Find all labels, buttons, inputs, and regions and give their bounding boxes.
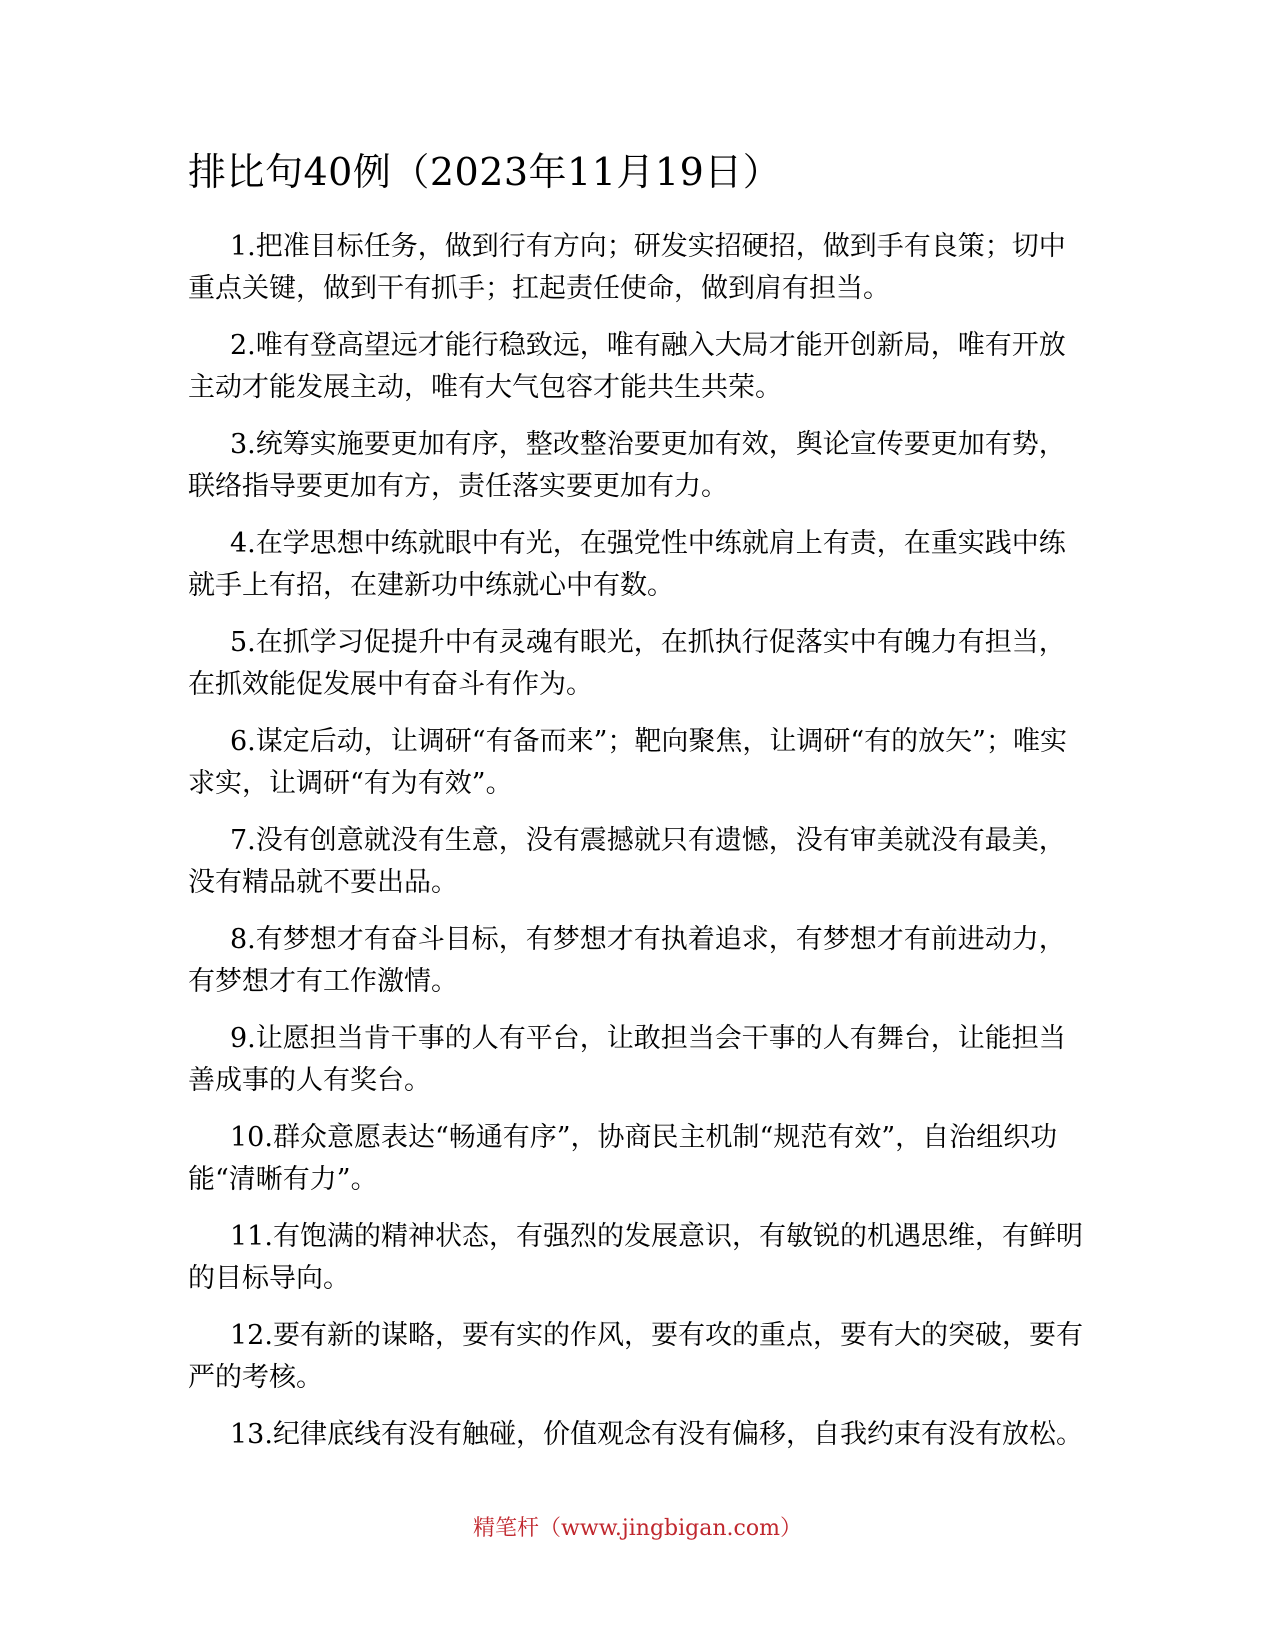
paragraph-10: 10.群众意愿表达“畅通有序”，协商民主机制“规范有效”，自治组织功能“清晰有力”。 [188,1122,1058,1195]
document-title: 排比句40例（2023年11月19日） [188,150,782,194]
paragraph-4: 4.在学思想中练就眼中有光，在强党性中练就肩上有责，在重实践中练就手上有招，在建新功中练就心中有数。 [188,528,1066,601]
footer-source-link[interactable]: 精笔杆（www.jingbigan.com） [473,1516,802,1541]
paragraph-7: 7.没有创意就没有生意，没有震撼就只有遗憾，没有审美就没有最美，没有精品就不要出品。 [188,825,1066,898]
paragraph-12: 12.要有新的谋略，要有实的作风，要有攻的重点，要有大的突破，要有严的考核。 [188,1320,1083,1393]
document-body [188,226,1088,1471]
paragraph-11: 11.有饱满的精神状态，有强烈的发展意识，有敏锐的机遇思维，有鲜明的目标导向。 [188,1221,1083,1294]
paragraph-1: 1.把准目标任务，做到行有方向；研发实招硬招，做到手有良策；切中重点关键，做到干有抓手；扛起责任使命，做到肩有担当。 [188,231,1066,304]
paragraph-3: 3.统筹实施要更加有序，整改整治要更加有效，舆论宣传要更加有势，联络指导要更加有方，责任落实要更加有力。 [188,429,1066,502]
paragraph-13: 13.纪律底线有没有触碰，价值观念有没有偏移，自我约束有没有放松。 [230,1419,1083,1450]
paragraph-8: 8.有梦想才有奋斗目标，有梦想才有执着追求，有梦想才有前进动力，有梦想才有工作激情。 [188,924,1066,997]
paragraph-5: 5.在抓学习促提升中有灵魂有眼光，在抓执行促落实中有魄力有担当，在抓效能促发展中有奋斗有作为。 [188,627,1066,700]
paragraph-9: 9.让愿担当肯干事的人有平台，让敢担当会干事的人有舞台，让能担当善成事的人有奖台。 [188,1023,1066,1096]
paragraph-6: 6.谋定后动，让调研“有备而来”；靶向聚焦，让调研“有的放矢”；唯实求实，让调研“有为有效”。 [188,726,1067,799]
paragraph-2: 2.唯有登高望远才能行稳致远，唯有融入大局才能开创新局，唯有开放主动才能发展主动，唯有大气包容才能共生共荣。 [188,330,1066,403]
